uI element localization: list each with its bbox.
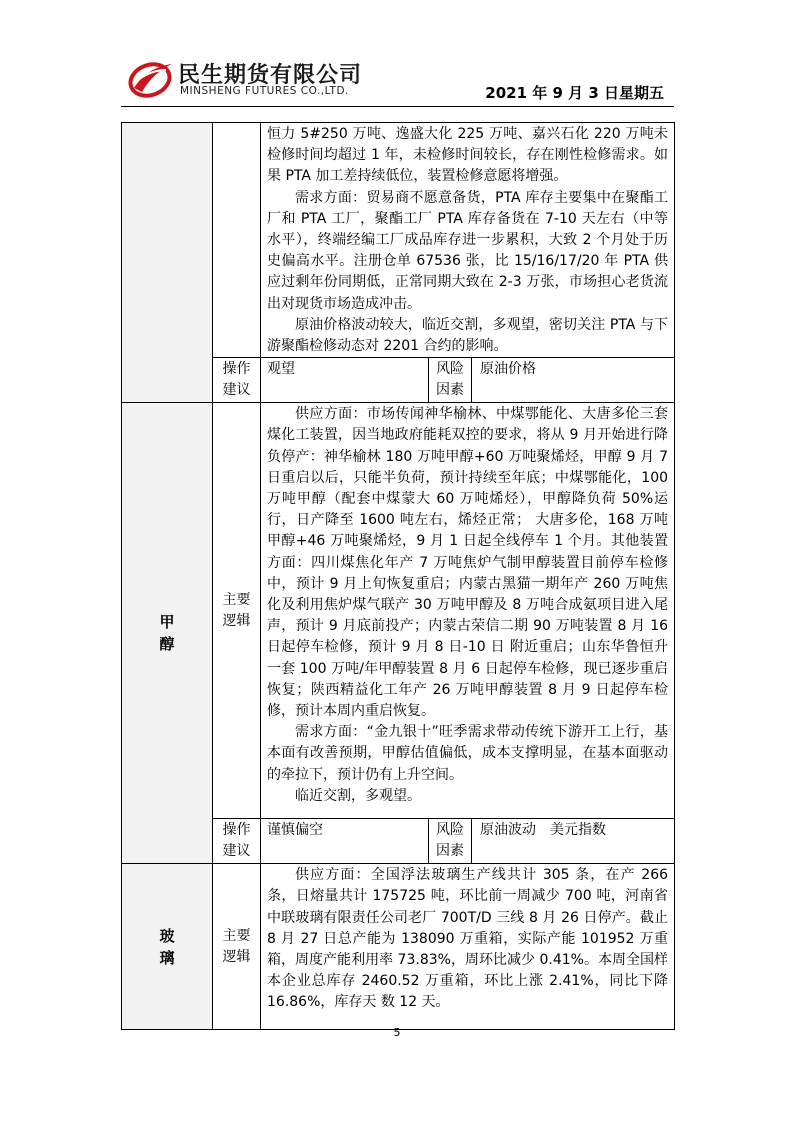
pta-section-label (122, 123, 213, 403)
pta-logic-label (213, 123, 261, 358)
methanol-logic-paragraph: 需求方面：“金九银十”旺季需求带动传统下游开工上行，基本面有改善预期，甲醇估值偏低，成本支撑明显，在基本面驱动的牵拉下，预计仍有上升空间。 (267, 724, 669, 783)
page-number: 5 (393, 1026, 401, 1039)
methanol-op-label: 操作建议 (213, 819, 261, 864)
pta-op-label: 操作建议 (213, 358, 261, 403)
methanol-risk-value: 原油波动 美元指数 (472, 819, 675, 864)
pta-op-value: 观望 (261, 358, 429, 403)
minsheng-swoosh-logo-icon (128, 58, 174, 98)
logo-english-name: MINSHENG FUTURES CO.,LTD. (180, 85, 349, 97)
glass-logic-text (261, 864, 675, 1030)
methanol-logic-text (261, 403, 675, 819)
methanol-logic-paragraph: 供应方面：市场传闻神华榆林、中煤鄂能化、大唐多伦三套煤化工装置，因当地政府能耗双控的要求，将从 9 月开始进行降负停产：神华榆林 180 万吨甲醇+60 万吨聚烯烃，甲醇 9 月 7 日重启以后，只能半负荷，预计持续至年底；中煤鄂能化，100 万吨甲醇（配套中煤蒙大 60 万吨烯烃），甲醇降负荷 50%运行，日产降至 1600 吨左右，烯烃正常； 大唐多伦，168 万吨甲醇+46 万吨聚烯烃，9 月 1 日起全线停车 1 个月。其他装置方面：四川煤焦化年产 7 万吨焦炉气制甲醇装置目前停车检修中，预计 9 月上旬恢复重启；内蒙古黑猫一期年产 260 万吨焦化及利用焦炉煤气联产 30 万吨甲醇及 8 万吨合成氨项目进入尾声，预计 9 月底前投产；内蒙古荣信二期 90 万吨装置 8 月 16 日起停车检修，预计 9 月 8 日-10 日 附近重启；山东华鲁恒升一套 100 万吨/年甲醇装置 8 月 6 日起停车检修，现已逐步重启恢复；陕西精益化工年产 26 万吨甲醇装置 8 月 9 日起停车检修，预计本周内重启恢复。 (267, 406, 669, 720)
methanol-logic-label: 主要逻辑 (213, 403, 261, 819)
pta-logic-paragraph: 需求方面：贸易商不愿意备货，PTA 库存主要集中在聚酯工厂和 PTA 工厂，聚酯工厂 PTA 库存备货在 7-10 天左右（中等水平），终端经编工厂成品库存进一步累积，大致 2 个月处于历史偏高水平。注册仓单 67536 张，比 15/16/17/20 年 PTA 供应过剩年份同期低，正常同期大致在 2-3 万张，市场担心老货流出对现货市场造成冲击。 (267, 189, 669, 312)
strategy-table (121, 122, 675, 1030)
glass-section-label: 玻璃 (122, 864, 213, 1030)
methanol-logic-paragraph: 临近交割，多观望。 (295, 787, 421, 804)
pta-risk-value: 原油价格 (472, 358, 675, 403)
pta-logic-paragraph: 恒力 5#250 万吨、逸盛大化 225 万吨、嘉兴石化 220 万吨未检修时间均超过 1 年，未检修时间较长，存在刚性检修需求。如果 PTA 加工差持续低位，装置检修意愿将增强。 (267, 126, 669, 185)
pta-logic-paragraph: 原油价格波动较大，临近交割，多观望，密切关注 PTA 与下游聚酯检修动态对 2201 合约的影响。 (267, 316, 669, 355)
company-logo (128, 56, 368, 100)
report-date: 2021 年 9 月 3 日星期五 (485, 84, 664, 102)
methanol-logic-row (122, 403, 675, 819)
methanol-risk-label: 风险因素 (429, 819, 472, 864)
header-divider (121, 106, 674, 107)
glass-logic-label: 主要逻辑 (213, 864, 261, 1030)
methanol-op-value: 谨慎偏空 (261, 819, 429, 864)
pta-risk-label: 风险因素 (429, 358, 472, 403)
pta-logic-row (122, 123, 675, 358)
glass-logic-paragraph: 供应方面：全国浮法玻璃生产线共计 305 条，在产 266 条，日熔量共计 175725 吨，环比前一周减少 700 吨，河南省中联玻璃有限责任公司老厂 700T/D 三线 8 月 26 日停产。截止 8 月 27 日总产能为 138090 万重箱，实际产能 101952 万重箱，周度产能利用率 73.83%，周环比减少 0.41%。本周全国样本企业总库存 2460.52 万重箱，环比上涨 2.41%，同比下降 16.86%，库存天 数 12 天。 (267, 867, 669, 1011)
pta-logic-text (261, 123, 675, 358)
logo-chinese-name: 民生期货有限公司 (178, 63, 363, 88)
glass-logic-row (122, 864, 675, 1030)
methanol-section-label: 甲醇 (122, 403, 213, 864)
